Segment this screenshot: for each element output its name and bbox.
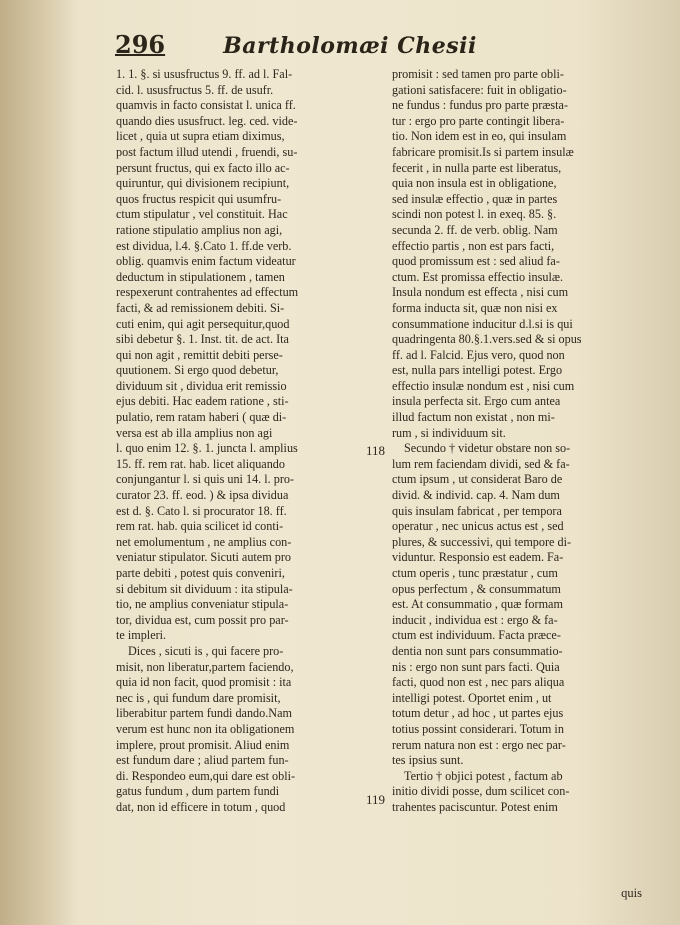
binding-gutter bbox=[0, 0, 78, 925]
margin-number: 118 bbox=[366, 443, 386, 458]
paragraph: Tertio † objici potest , factum ab initio dividi posse, dum scilicet con- trahentes paciscuntur. Potest enim bbox=[392, 768, 570, 814]
margin-number: 119 bbox=[366, 792, 386, 807]
running-head: Bartholomæi Chesii bbox=[223, 33, 477, 59]
paragraph: 1. 1. §. si ususfructus 9. ff. ad l. Fal- cid. l. ususfructus 5. ff. de usufr. quamvis in facto consistat l. unica ff. quando dies ususfruct. leg. ced. vide- licet , quia ut supra etiam diximus, post factum illud utendi , fruendi, su- persunt fructus, qui ex facto illo ac- quiruntur, qui divisionem recipiunt, quos fructus respicit qui usumfru- ctum stipulatur , vel constituit. Hac ratione stipulatio amplius non agi, est dividua, l.4. §.Cato 1. ff.de verb. oblig. quamvis enim factum videatur deductum in stipulationem , tamen respexerunt contrahentes ad effectum facti, & ad remissionem debiti. Si- cuti enim, qui agit persequitur,quod sibi debetur §. 1. Inst. tit. de act. Ita qui non agit , remittit debiti perse- quutionem. Si ergo quod debetur, dividuum sit , dividua erit remissio ejus debiti. Hac eadem ratione , sti- pulatio, rem ratam haberi ( quæ di- versa est ab illa amplius non agi l. quo enim 12. §. 1. juncta l. amplius 15. ff. rem rat. hab. licet aliquando conjungantur l. si quis uni 14. l. pro- curator 23. ff. eod. ) & ipsa dividua est d. §. Cato l. si procurator 18. ff. rem rat. hab. quia scilicet id conti- net emolumentum , ne amplius con- veniatur stipulator. Sicuti autem pro parte debiti , potest quis conveniri, si debitum sit dividuum : ita stipula- tio, ne amplius conveniatur stipula- tor, dividua est, cum possit pro par- te impleri. bbox=[116, 67, 299, 643]
paragraph: promisit : sed tamen pro parte obli- gationi satisfacere: fuit in obligatio- ne fundus : fundus pro parte præsta- tur : ergo pro parte contingit libera- tio. Non idem est in eo, qui insulam fabricare promisit.Is si partem insulæ fecerit , in nulla parte est liberatus, quia non insula est in obligatione, sed insulæ effectio , quæ in partes scindi non potest l. in exeq. 85. §. secunda 2. ff. de verb. oblig. Nam effectio partis , non est pars facti, quod promissum est : sed aliud fa- ctum. Est promissa effectio insulæ. Insula nondum est effecta , nisi cum forma inducta sit, quæ non nisi ex consummatione inducitur d.l.si is qui quadringenta 80.§.1.vers.sed & si opus ff. ad l. Falcid. Ejus vero, quod non est, nulla pars intelligi potest. Ergo effectio insulæ nondum est , nisi cum insula perfecta sit. Ergo cum antea illud factum non existat , non mi- rum , si individuum sit. bbox=[392, 67, 582, 440]
page-header bbox=[115, 30, 660, 70]
right-column bbox=[392, 67, 642, 816]
paragraph: Secundo † videtur obstare non so- lum rem faciendam dividi, sed & fa- ctum ipsum , ut considerat Baro de divid. & individ. cap. 4. Nam dum quis insulam fabricat , per tempora operatur , nec unicus actus est , sed plures, & successivi, qui tempore di- viduntur. Responsio est eadem. Fa- ctum operis , tunc præstatur , cum opus perfectum , & consummatum est. At consummatio , quæ formam inducit , individua est : ergo & fa- ctum est individuum. Facta præce- dentia non sunt pars consummatio- nis : ergo non sunt pars facti. Quia facti, quod non est , nec pars aliqua intelligi potest. Oportet enim , ut totum detur , ad hoc , ut partes ejus totius possint considerari. Totum in rerum natura non est : ergo nec par- tes ipsius sunt. bbox=[392, 441, 572, 768]
left-column bbox=[116, 67, 356, 816]
paragraph: Dices , sicuti is , qui facere pro- misit, non liberatur,partem faciendo, quia id non facit, quod promisit : ita nec is , qui fundum dare promisit, liberabitur partem fundi dando.Nam verum est hunc non ita obligationem implere, prout promisit. Aliud enim est fundum dare ; aliud partem fun- di. Respondeo eum,qui dare est obli- gatus fundum , dum partem fundi dat, non id efficere in totum , quod bbox=[116, 643, 296, 814]
catchword: quis bbox=[621, 886, 642, 900]
page-number: 296 bbox=[115, 30, 166, 59]
